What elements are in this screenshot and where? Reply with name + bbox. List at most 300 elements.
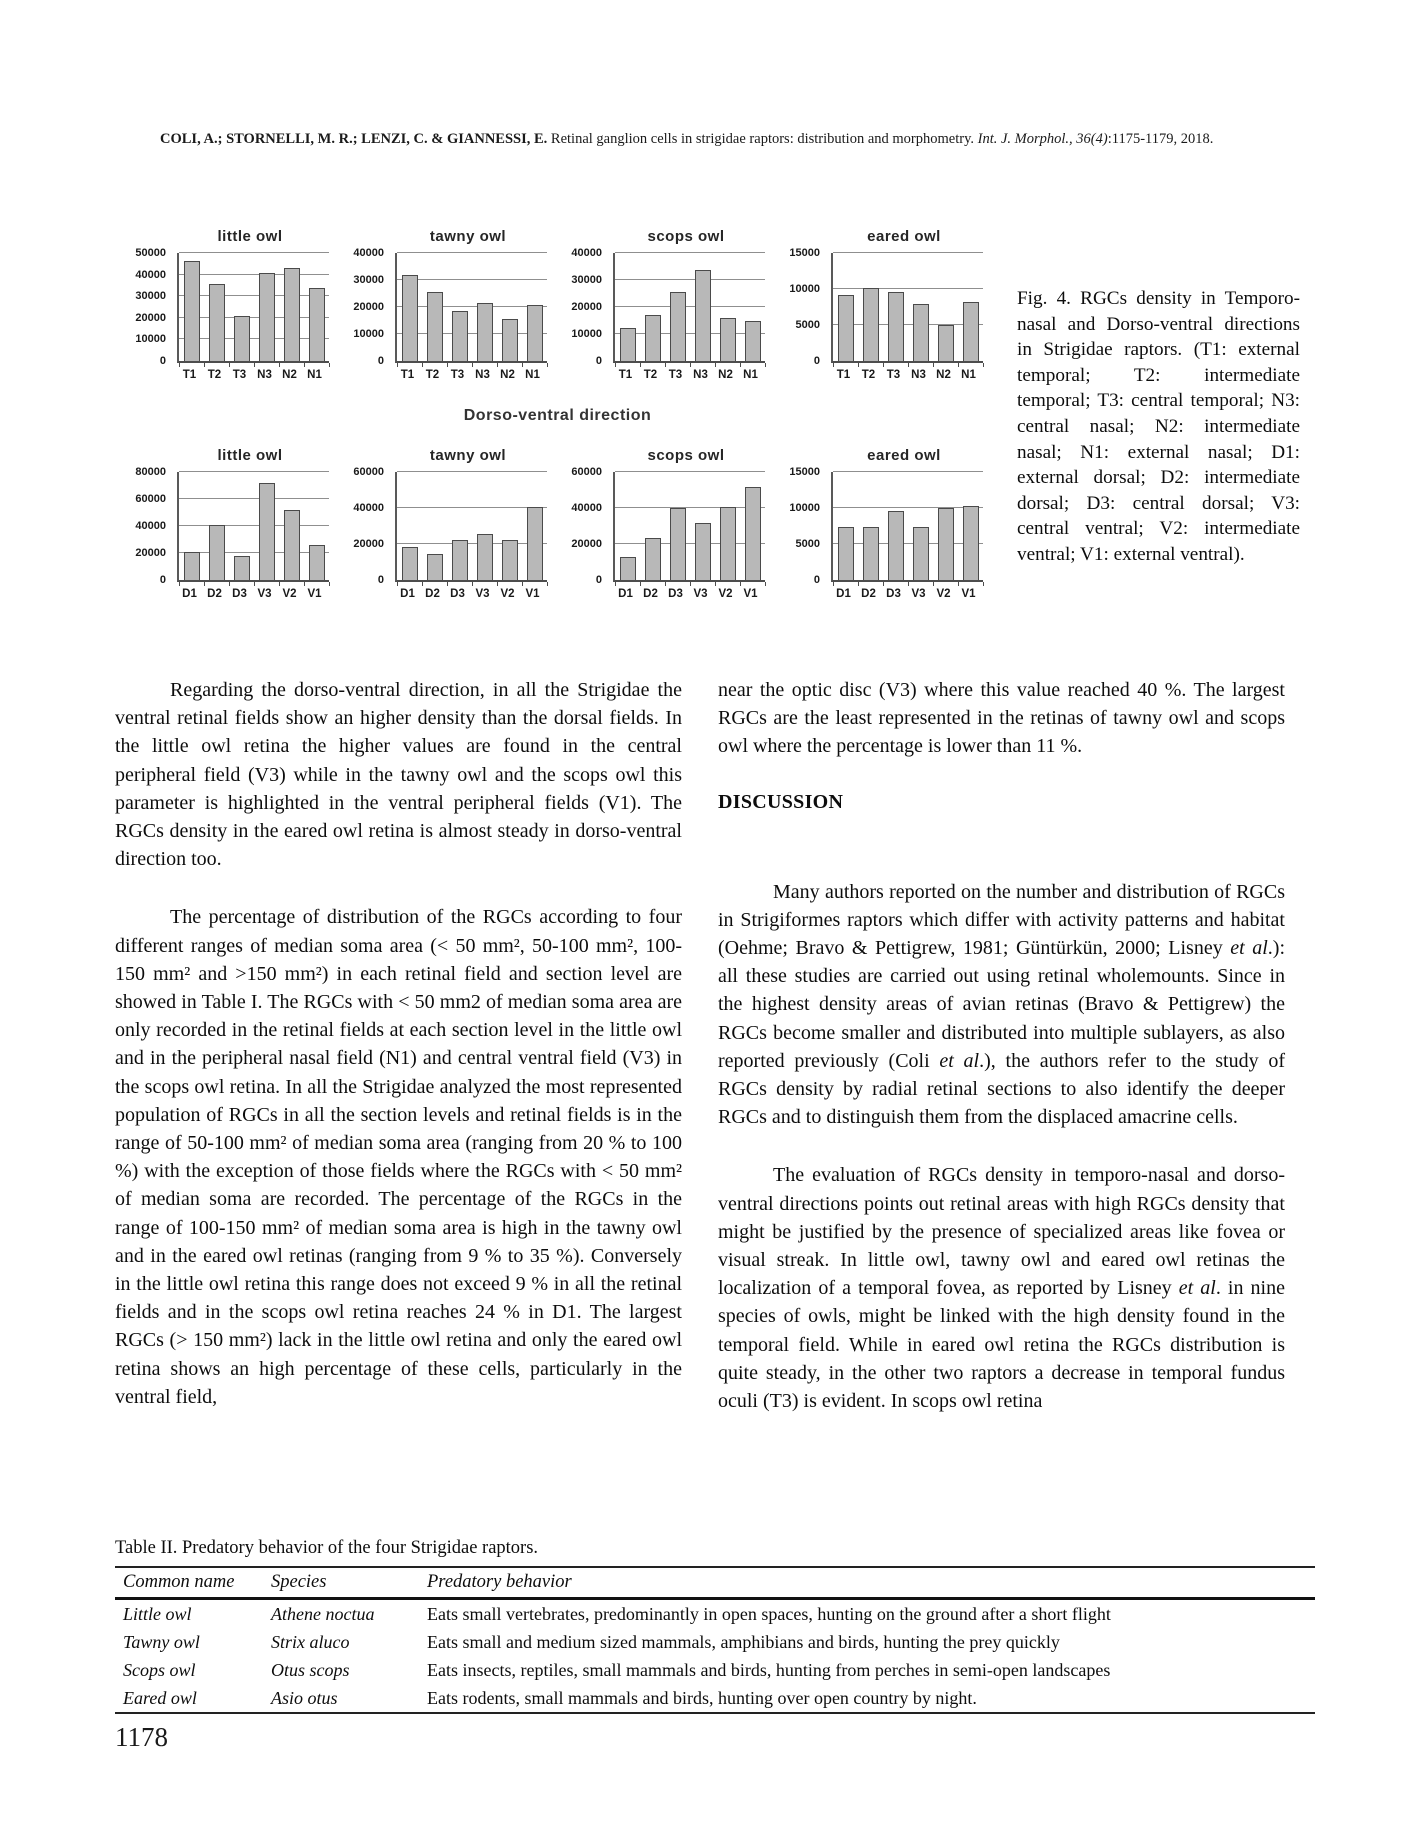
y-tick-label: 60000	[571, 466, 602, 478]
y-tick-label: 10000	[571, 328, 602, 340]
cell-species: Asio otus	[271, 1688, 338, 1708]
table-row	[115, 1684, 1315, 1713]
gridline	[397, 252, 547, 253]
chart-plot-area	[345, 466, 545, 586]
chart-plot-area	[563, 466, 763, 586]
chart-title: scops owl	[647, 228, 725, 245]
bar-V2	[284, 510, 300, 580]
x-tick-label: D2	[425, 588, 440, 600]
table-row	[115, 1656, 1315, 1684]
table-caption: Table II. Predatory behavior of the four Strigidae raptors.	[115, 1538, 539, 1558]
citation-authors: COLI, A.; STORNELLI, M. R.; LENZI, C. & GIANNESSI, E.	[160, 131, 548, 147]
x-tick-label: V1	[525, 588, 540, 600]
x-tick-label: V2	[500, 588, 515, 600]
x-tick-label: D3	[668, 588, 683, 600]
bar-V2	[938, 508, 954, 580]
bar-V1	[963, 506, 979, 580]
bar-V3	[259, 483, 275, 580]
x-tick-label: D1	[182, 588, 197, 600]
y-tick-label: 0	[595, 574, 602, 586]
x-axis-tick	[690, 582, 691, 586]
bar-D3	[452, 540, 468, 580]
bar-V2	[720, 507, 736, 580]
x-axis-tick	[397, 582, 398, 586]
bar-N2	[720, 318, 736, 361]
y-tick-label: 5000	[795, 319, 820, 331]
x-tick-label: N2	[500, 369, 515, 381]
x-axis-tick	[765, 582, 766, 586]
y-tick-label: 40000	[571, 247, 602, 259]
gridline	[397, 279, 547, 280]
x-axis-tick	[547, 582, 548, 586]
y-tick-label: 15000	[789, 247, 820, 259]
chart-title: eared owl	[867, 447, 941, 464]
x-axis-tick	[640, 582, 641, 586]
chart-dorso-ventral-tawny-owl	[345, 447, 545, 600]
x-tick-label: N3	[693, 369, 708, 381]
x-tick-label: D1	[618, 588, 633, 600]
x-tick-label: T1	[400, 369, 415, 381]
gridline	[397, 543, 547, 544]
bar-V2	[502, 540, 518, 580]
y-tick-label: 0	[377, 574, 384, 586]
figure-caption: Fig. 4. RGCs density in Temporo-nasal and Dorso-ventral directions in Strigidae raptors. (T1: external temporal; T2: intermediate temporal; T3: central temporal; N3: central nasal; N2: intermediate nasal; N1: external nasal; D1: external dorsal; D2: intermediate dorsal; D3: central dorsal; V3: central ventral; V2: intermediate ventral; V1: external ventral).	[1017, 288, 1300, 565]
plot	[395, 253, 547, 363]
x-tick-label: V3	[693, 588, 708, 600]
x-axis-tick	[958, 582, 959, 586]
x-axis-tick	[740, 363, 741, 367]
chart-plot-area	[781, 466, 981, 586]
x-axis-tick	[447, 363, 448, 367]
x-tick-label: D3	[886, 588, 901, 600]
x-axis-tick	[179, 582, 180, 586]
gridline	[833, 288, 983, 289]
gridline	[615, 306, 765, 307]
chart-temporo-nasal-eared-owl	[781, 228, 981, 381]
y-tick-label: 40000	[353, 502, 384, 514]
chart-temporo-nasal-tawny-owl	[345, 228, 545, 381]
x-axis-tick	[329, 363, 330, 367]
y-axis	[345, 247, 391, 367]
x-axis-tick	[329, 582, 330, 586]
left-column	[115, 676, 682, 1445]
gridline	[615, 333, 765, 334]
x-tick-label: V2	[936, 588, 951, 600]
x-axis-tick	[858, 582, 859, 586]
cell-predatory-behavior: Eats rodents, small mammals and birds, hunting over open country by night.	[427, 1688, 977, 1708]
gridline	[179, 252, 329, 253]
chart-title: little owl	[217, 447, 283, 464]
x-axis-tick	[304, 582, 305, 586]
gridline	[833, 471, 983, 472]
plot	[395, 472, 547, 582]
y-tick-label: 30000	[571, 274, 602, 286]
y-tick-label: 0	[377, 355, 384, 367]
x-axis-tick	[665, 363, 666, 367]
gridline	[615, 279, 765, 280]
x-tick-label: D3	[232, 588, 247, 600]
table-header	[115, 1567, 1315, 1599]
x-tick-label: T3	[450, 369, 465, 381]
gridline	[179, 295, 329, 296]
x-tick-label: T1	[182, 369, 197, 381]
bar-T3	[670, 292, 686, 361]
x-tick-label: V3	[257, 588, 272, 600]
x-tick-label: N2	[282, 369, 297, 381]
x-axis-tick	[908, 582, 909, 586]
x-tick-label: N3	[911, 369, 926, 381]
gridline	[615, 471, 765, 472]
bar-D3	[888, 511, 904, 580]
x-axis-tick	[279, 363, 280, 367]
plot	[613, 253, 765, 363]
cell-common-name: Tawny owl	[123, 1632, 200, 1652]
x-tick-label: V3	[475, 588, 490, 600]
cell-species: Strix aluco	[271, 1632, 350, 1652]
bar-N3	[477, 303, 493, 361]
bar-D1	[402, 547, 418, 580]
chart-plot-area	[563, 247, 763, 367]
citation-journal: Int. J. Morphol., 36(4)	[977, 131, 1108, 147]
x-axis-tick	[497, 582, 498, 586]
dorso-ventral-direction-label: Dorso-ventral direction	[463, 407, 652, 424]
gridline	[833, 507, 983, 508]
table-2	[115, 1538, 1315, 1714]
x-axis-tick	[690, 363, 691, 367]
x-tick-label: N2	[936, 369, 951, 381]
x-axis-labels	[831, 369, 981, 381]
bar-V3	[477, 534, 493, 580]
chart-temporo-nasal-scops-owl	[563, 228, 763, 381]
gridline	[833, 324, 983, 325]
cell-predatory-behavior: Eats small and medium sized mammals, amphibians and birds, hunting the prey quickly	[427, 1632, 1060, 1652]
y-tick-label: 20000	[353, 538, 384, 550]
y-tick-label: 40000	[353, 247, 384, 259]
x-axis-tick	[983, 363, 984, 367]
x-tick-label: T3	[232, 369, 247, 381]
gridline	[179, 317, 329, 318]
dorso-ventral-chart-row	[127, 447, 1000, 600]
gridline	[179, 471, 329, 472]
x-axis-tick	[497, 363, 498, 367]
gridline	[833, 252, 983, 253]
x-axis-tick	[908, 363, 909, 367]
y-axis	[781, 247, 827, 367]
x-axis-tick	[179, 363, 180, 367]
body-paragraph: The evaluation of RGCs density in temporo-nasal and dorso-ventral directions points out retinal areas with high RGCs density that might be justified by the presence of specialized areas like fovea or visual streak. In little owl, tawny owl and eared owl retinas the localization of a temporal fovea, as reported by Lisney et al. in nine species of owls, might be linked with the high density found in the temporal field. While in eared owl retina the RGCs distribution is quite steady, in the other two raptors a decrease in temporal fundus oculi (T3) is evident. In scops owl retina	[718, 1164, 1285, 1413]
x-tick-label: T2	[643, 369, 658, 381]
x-axis-labels	[831, 588, 981, 600]
cell-predatory-behavior: Eats small vertebrates, predominantly in open spaces, hunting on the ground after a short flight	[427, 1604, 1111, 1624]
x-tick-label: V2	[282, 588, 297, 600]
bar-V1	[745, 487, 761, 580]
y-tick-label: 40000	[135, 268, 166, 281]
table-header-row	[115, 1567, 1315, 1599]
x-axis-tick	[422, 363, 423, 367]
x-axis-tick	[547, 363, 548, 367]
x-tick-label: N1	[525, 369, 540, 381]
x-axis-tick	[522, 582, 523, 586]
bar-N1	[309, 288, 325, 361]
y-tick-label: 10000	[789, 502, 820, 514]
x-tick-label: T3	[668, 369, 683, 381]
plot	[613, 472, 765, 582]
bar-T1	[184, 261, 200, 361]
bar-T1	[838, 295, 854, 361]
x-axis-tick	[640, 363, 641, 367]
figure-4	[115, 228, 1315, 600]
x-tick-label: N2	[718, 369, 733, 381]
bar-T1	[402, 275, 418, 361]
predatory-behavior-table	[115, 1566, 1315, 1714]
y-tick-label: 20000	[135, 311, 166, 324]
bar-T3	[234, 316, 250, 361]
y-axis	[127, 247, 173, 367]
bar-T3	[452, 311, 468, 361]
x-axis-tick	[472, 363, 473, 367]
x-axis-labels	[177, 369, 327, 381]
y-axis	[781, 466, 827, 586]
x-axis-tick	[254, 363, 255, 367]
y-tick-label: 15000	[789, 466, 820, 478]
cell-predatory-behavior: Eats insects, reptiles, small mammals and birds, hunting from perches in semi-open landscapes	[427, 1660, 1111, 1680]
x-tick-label: T2	[207, 369, 222, 381]
y-tick-label: 0	[595, 355, 602, 367]
y-tick-label: 5000	[795, 538, 820, 550]
x-axis-tick	[883, 363, 884, 367]
bar-T2	[863, 288, 879, 361]
x-tick-label: N1	[743, 369, 758, 381]
x-tick-label: N3	[475, 369, 490, 381]
gridline	[397, 333, 547, 334]
chart-title: scops owl	[647, 447, 725, 464]
cell-species: Athene noctua	[271, 1604, 375, 1624]
bar-T1	[620, 328, 636, 361]
y-tick-label: 60000	[135, 493, 166, 505]
y-tick-label: 40000	[571, 502, 602, 514]
x-tick-label: T1	[836, 369, 851, 381]
x-tick-label: V1	[961, 588, 976, 600]
x-tick-label: D2	[643, 588, 658, 600]
bar-V3	[695, 523, 711, 580]
bar-V3	[913, 527, 929, 580]
x-tick-label: V1	[307, 588, 322, 600]
x-axis-tick	[958, 363, 959, 367]
x-axis-tick	[615, 582, 616, 586]
x-axis-tick	[229, 582, 230, 586]
x-axis-labels	[395, 588, 545, 600]
x-axis-tick	[472, 582, 473, 586]
discussion-heading: DISCUSSION	[718, 790, 844, 813]
bar-D2	[863, 527, 879, 580]
x-axis-tick	[665, 582, 666, 586]
bar-D2	[427, 554, 443, 580]
x-axis-tick	[522, 363, 523, 367]
x-axis-tick	[740, 582, 741, 586]
gridline	[397, 507, 547, 508]
x-tick-label: T1	[618, 369, 633, 381]
bar-T2	[209, 284, 225, 361]
x-axis-tick	[983, 582, 984, 586]
table-row	[115, 1599, 1315, 1629]
x-tick-label: T3	[886, 369, 901, 381]
gridline	[179, 525, 329, 526]
y-axis	[563, 247, 609, 367]
x-axis-tick	[279, 582, 280, 586]
y-tick-label: 0	[813, 355, 820, 367]
x-axis-tick	[933, 582, 934, 586]
right-column	[718, 676, 1285, 1445]
x-axis-tick	[304, 363, 305, 367]
table-row	[115, 1628, 1315, 1656]
x-axis-tick	[833, 363, 834, 367]
gridline	[397, 471, 547, 472]
bar-D1	[838, 527, 854, 580]
x-axis-tick	[204, 582, 205, 586]
plot	[177, 472, 329, 582]
gridline	[833, 543, 983, 544]
x-axis-tick	[883, 582, 884, 586]
chart-title: tawny owl	[429, 228, 507, 245]
y-tick-label: 10000	[789, 283, 820, 295]
y-tick-label: 0	[159, 355, 166, 367]
bar-N1	[963, 302, 979, 361]
bar-N3	[913, 304, 929, 361]
cell-common-name: Little owl	[123, 1604, 192, 1624]
body-paragraph: Many authors reported on the number and distribution of RGCs in Strigiformes raptors which differ with activity patterns and habitat (Oehme; Bravo & Pettigrew, 1981; Güntürkün, 2000; Lisney et al.): all these studies are carried out using retinal wholemounts. Since in the highest density areas of avian retinas (Bravo & Pettigrew) the RGCs become smaller and distributed into multiple sublayers, as also reported previously (Coli et al.), the authors refer to the study of RGCs density by radial retinal sections to also identify the deeper RGCs and to distinguish them from the displaced amacrine cells.	[718, 880, 1285, 1129]
x-tick-label: V3	[911, 588, 926, 600]
y-tick-label: 20000	[353, 301, 384, 313]
cell-common-name: Scops owl	[123, 1660, 196, 1680]
gridline	[179, 338, 329, 339]
column-header-species: Species	[271, 1572, 327, 1592]
body-paragraph: near the optic disc (V3) where this value reached 40 %. The largest RGCs are the least represented in the retinas of tawny owl and scops owl where the percentage is lower than 11 %.	[718, 679, 1285, 758]
bar-D1	[184, 552, 200, 580]
body-text	[115, 676, 1285, 1445]
x-tick-label: V1	[743, 588, 758, 600]
y-axis	[127, 466, 173, 586]
x-axis-tick	[858, 363, 859, 367]
temporo-nasal-chart-row	[127, 228, 1000, 381]
column-header-predatory-behavior: Predatory behavior	[427, 1572, 572, 1592]
y-tick-label: 20000	[135, 547, 166, 559]
citation-title: Retinal ganglion cells in strigidae raptors: distribution and morphometry.	[547, 131, 978, 147]
bar-D2	[209, 525, 225, 580]
bar-D3	[670, 508, 686, 580]
x-tick-label: T2	[861, 369, 876, 381]
gridline	[615, 507, 765, 508]
y-tick-label: 20000	[571, 538, 602, 550]
x-axis-tick	[715, 582, 716, 586]
x-tick-label: V2	[718, 588, 733, 600]
x-axis-tick	[833, 582, 834, 586]
x-axis-tick	[229, 363, 230, 367]
bar-T2	[427, 292, 443, 361]
chart-dorso-ventral-little-owl	[127, 447, 327, 600]
bar-D1	[620, 557, 636, 580]
x-tick-label: N3	[257, 369, 272, 381]
chart-plot-area	[781, 247, 981, 367]
y-tick-label: 10000	[135, 333, 166, 346]
x-axis-tick	[447, 582, 448, 586]
table-body	[115, 1599, 1315, 1714]
bar-N2	[502, 319, 518, 361]
x-axis-tick	[933, 363, 934, 367]
y-tick-label: 20000	[571, 301, 602, 313]
x-axis-tick	[397, 363, 398, 367]
chart-plot-area	[127, 466, 327, 586]
x-tick-label: D2	[207, 588, 222, 600]
x-axis-tick	[422, 582, 423, 586]
chart-plot-area	[127, 247, 327, 367]
plot	[831, 472, 983, 582]
gridline	[615, 543, 765, 544]
bar-N1	[745, 321, 761, 361]
bar-N2	[938, 325, 954, 361]
gridline	[179, 274, 329, 275]
page-number: 1178	[115, 1722, 168, 1752]
bar-D2	[645, 538, 661, 580]
y-tick-label: 50000	[135, 247, 166, 259]
x-tick-label: T2	[425, 369, 440, 381]
x-tick-label: D1	[400, 588, 415, 600]
bar-T3	[888, 292, 904, 361]
bar-N3	[695, 270, 711, 361]
x-axis-labels	[613, 369, 763, 381]
bar-D3	[234, 556, 250, 580]
chart-temporo-nasal-little-owl	[127, 228, 327, 381]
x-axis-tick	[615, 363, 616, 367]
cell-species: Otus scops	[271, 1660, 350, 1680]
x-axis-tick	[204, 363, 205, 367]
y-tick-label: 60000	[353, 466, 384, 478]
citation-pages: :1175-1179, 2018.	[1107, 131, 1214, 147]
chart-dorso-ventral-scops-owl	[563, 447, 763, 600]
gridline	[179, 552, 329, 553]
bar-V1	[309, 545, 325, 580]
x-axis-tick	[254, 582, 255, 586]
x-tick-label: D1	[836, 588, 851, 600]
y-tick-label: 30000	[353, 274, 384, 286]
chart-plot-area	[345, 247, 545, 367]
gridline	[615, 252, 765, 253]
y-tick-label: 10000	[353, 328, 384, 340]
chart-title: eared owl	[867, 228, 941, 245]
bar-T2	[645, 315, 661, 361]
x-tick-label: D2	[861, 588, 876, 600]
x-axis-labels	[177, 588, 327, 600]
y-tick-label: 30000	[135, 290, 166, 303]
y-axis	[345, 466, 391, 586]
x-tick-label: D3	[450, 588, 465, 600]
cell-common-name: Eared owl	[123, 1688, 197, 1708]
y-axis	[563, 466, 609, 586]
chart-title: tawny owl	[429, 447, 507, 464]
x-tick-label: N1	[307, 369, 322, 381]
x-tick-label: N1	[961, 369, 976, 381]
x-axis-tick	[715, 363, 716, 367]
y-tick-label: 80000	[135, 466, 166, 478]
bar-N2	[284, 268, 300, 361]
body-paragraph: Regarding the dorso-ventral direction, in all the Strigidae the ventral retinal fields show an higher density than the dorsal fields. In the little owl retina the higher values are found in the central peripheral field (V3) while in the tawny owl and the scops owl this parameter is highlighted in the ventral peripheral fields (V1). The RGCs density in the eared owl retina is almost steady in dorso-ventral direction too.	[115, 679, 682, 871]
chart-dorso-ventral-eared-owl	[781, 447, 981, 600]
body-paragraph: The percentage of distribution of the RGCs according to four different ranges of median soma area (< 50 mm², 50-100 mm², 100-150 mm² and >150 mm²) in each retinal field and section level are showed in Table I. The RGCs with < 50 mm2 of median soma area are only recorded in the retinal fields at each section level in the little owl and in the peripheral nasal field (N1) and central ventral field (V3) in the scops owl retina. In all the Strigidae analyzed the most represented population of RGCs in all the section levels and retinal fields is in the range of 50-100 mm² of median soma area (ranging from 20 % to 100 %) with the exception of those fields where the RGCs with < 50 mm² of median soma are recorded. The percentage of the RGCs in the range of 100-150 mm² of median soma area is high in the tawny owl and in the eared owl retinas (ranging from 9 % to 35 %). Conversely in the little owl retina this range does not exceed 9 % in all the retinal fields and in the scops owl retina reaches 24 % in D1. The largest RGCs (> 150 mm²) lack in the little owl retina and only the eared owl retina shows an high percentage of these cells, particularly in the ventral field,	[115, 906, 682, 1408]
gridline	[397, 306, 547, 307]
bar-N3	[259, 273, 275, 361]
column-header-common-name: Common name	[123, 1572, 235, 1592]
bar-N1	[527, 305, 543, 361]
plot	[831, 253, 983, 363]
